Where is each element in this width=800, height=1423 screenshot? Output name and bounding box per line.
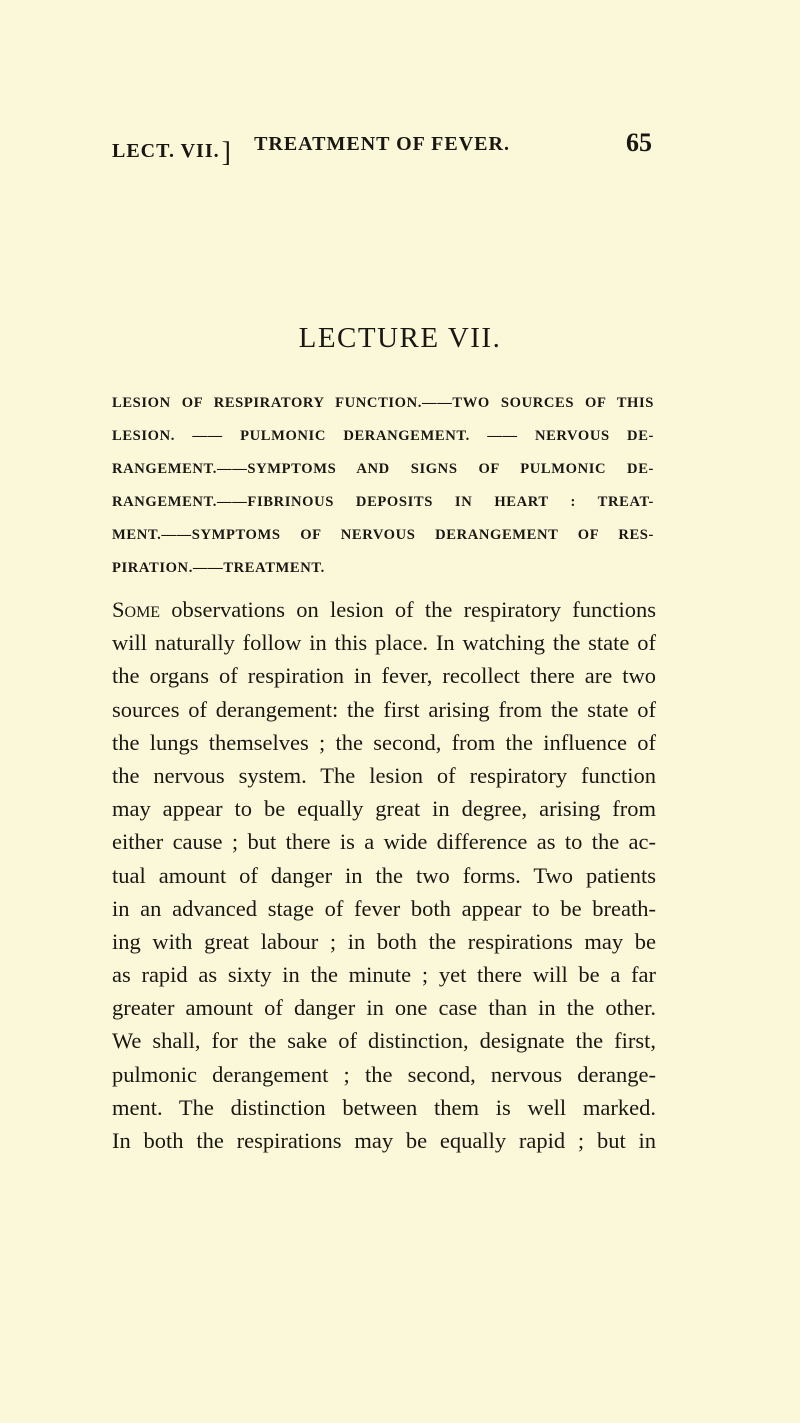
synopsis-line: RANGEMENT.——FIBRINOUS DEPOSITS IN HEART : TREAT- (112, 494, 654, 510)
body-line: in an advanced stage of fever both appear to be breath- (112, 895, 656, 921)
body-line: as rapid as sixty in the minute ; yet there will be a far (112, 962, 656, 988)
synopsis-line: LESION. —— PULMONIC DERANGEMENT. —— NERVOUS DE- (112, 428, 654, 444)
body-line: greater amount of danger in one case than in the other. (112, 995, 656, 1021)
running-head-lecture: LECT. VII.] (112, 137, 232, 168)
body-line: Some observations on lesion of the respiratory functions (112, 597, 656, 622)
body-line: ment. The distinction between them is well marked. (112, 1094, 656, 1120)
body-line: sources of derangement: the first arising from the state of (112, 696, 656, 722)
body-line: the lungs themselves ; the second, from the influence of (112, 729, 656, 755)
synopsis-line: PIRATION.——TREATMENT. (112, 560, 325, 576)
body-line: the nervous system. The lesion of respiratory function (112, 762, 656, 788)
body-line: In both the respirations may be equally rapid ; but in (112, 1128, 656, 1153)
body-line: will naturally follow in this place. In watching the state of (112, 630, 656, 656)
page-number: 65 (626, 128, 652, 157)
body-line: tual amount of danger in the two forms. Two patients (112, 862, 656, 888)
lecture-title: LECTURE VII. (298, 322, 502, 354)
running-head-title: TREATMENT OF FEVER. (254, 133, 510, 155)
body-line: We shall, for the sake of distinction, designate the first, (112, 1028, 656, 1054)
body-paragraph (112, 593, 656, 1157)
body-line: the organs of respiration in fever, recollect there are two (112, 663, 656, 689)
body-line: may appear to be equally great in degree, arising from (112, 796, 656, 822)
synopsis-line: LESION OF RESPIRATORY FUNCTION.——TWO SOURCES OF THIS (112, 395, 654, 411)
body-line: ing with great labour ; in both the respirations may be (112, 928, 656, 954)
synopsis-line: MENT.——SYMPTOMS OF NERVOUS DERANGEMENT OF RES- (112, 527, 654, 543)
synopsis-line: RANGEMENT.——SYMPTOMS AND SIGNS OF PULMONIC DE- (112, 461, 654, 477)
chapter-synopsis (112, 387, 654, 585)
body-line: either cause ; but there is a wide difference as to the ac- (112, 829, 656, 855)
body-line: pulmonic derangement ; the second, nervous derange- (112, 1061, 656, 1087)
opening-word: Some (112, 597, 161, 622)
running-head (112, 128, 652, 168)
